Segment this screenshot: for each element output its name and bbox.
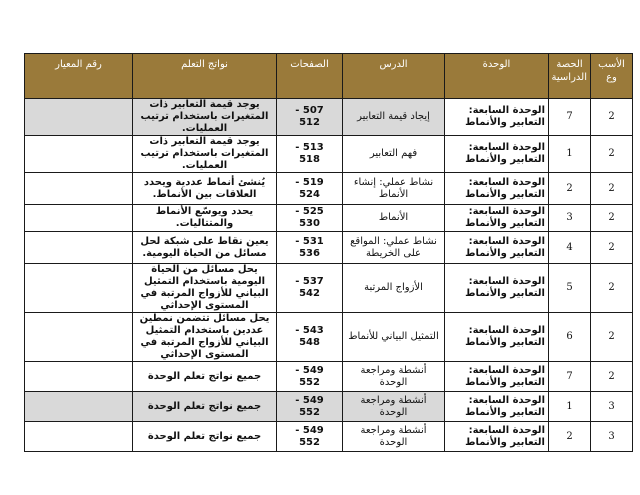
period-cell: 1 bbox=[549, 392, 591, 422]
standard-cell bbox=[25, 136, 133, 173]
pages-start: 537 - bbox=[295, 276, 324, 287]
header-outcomes: نواتج التعلم bbox=[133, 54, 277, 99]
pages-start: 549 - bbox=[295, 364, 324, 376]
outcome-cell: جميع نواتج تعلم الوحدة bbox=[133, 392, 277, 422]
pages-start: 525 - bbox=[295, 206, 324, 217]
outcome-cell: يوجد قيمة التعابير ذات المتغيرات باستخدام ترتيب العمليات. bbox=[133, 99, 277, 136]
lesson-plan-table bbox=[24, 53, 633, 452]
period-cell: 2 bbox=[549, 173, 591, 205]
unit-cell: الوحدة السابعة: التعابير والأنماط bbox=[445, 362, 549, 392]
unit-cell: الوحدة السابعة: التعابير والأنماط bbox=[445, 392, 549, 422]
pages-start: 519 - bbox=[295, 176, 324, 188]
header-standard: رقم المعيار bbox=[25, 54, 133, 99]
period-cell: 6 bbox=[549, 313, 591, 362]
pages-end: 552 bbox=[299, 436, 320, 448]
pages-end: 542 bbox=[299, 288, 320, 299]
pages-start: 507 - bbox=[295, 105, 324, 116]
lesson-cell: نشاط عملي: إنشاء الأنماط bbox=[343, 173, 445, 205]
week-cell: 2 bbox=[591, 173, 633, 205]
pages-start: 549 - bbox=[295, 424, 324, 436]
table-row bbox=[25, 362, 633, 392]
lesson-plan-container bbox=[24, 53, 632, 452]
pages-start: 549 - bbox=[295, 394, 324, 406]
header-period: الحصة الدراسية bbox=[549, 54, 591, 99]
lesson-cell: أنشطة ومراجعة الوحدة bbox=[343, 392, 445, 422]
lesson-cell: فهم التعابير bbox=[343, 136, 445, 173]
pages-cell bbox=[277, 173, 343, 205]
outcome-cell: يوجد قيمة التعابير ذات المتغيرات باستخدام ترتيب العمليات. bbox=[133, 136, 277, 173]
outcome-cell: يُنشئ أنماط عددية ويحدد العلاقات بين الأنماط. bbox=[133, 173, 277, 205]
header-week: الأسب وع bbox=[591, 54, 633, 99]
week-cell: 2 bbox=[591, 264, 633, 313]
lesson-cell: التمثيل البياني للأنماط bbox=[343, 313, 445, 362]
unit-cell: الوحدة السابعة: التعابير والأنماط bbox=[445, 136, 549, 173]
outcome-cell: جميع نواتج تعلم الوحدة bbox=[133, 422, 277, 452]
pages-cell bbox=[277, 264, 343, 313]
header-lesson: الدرس bbox=[343, 54, 445, 99]
week-cell: 2 bbox=[591, 136, 633, 173]
standard-cell bbox=[25, 362, 133, 392]
lesson-cell: أنشطة ومراجعة الوحدة bbox=[343, 362, 445, 392]
pages-end: 512 bbox=[299, 117, 320, 128]
outcome-cell: يعين نقاط على شبكة لحل مسائل من الحياة اليومية. bbox=[133, 232, 277, 264]
unit-cell: الوحدة السابعة: التعابير والأنماط bbox=[445, 232, 549, 264]
table-row bbox=[25, 205, 633, 232]
unit-cell: الوحدة السابعة: التعابير والأنماط bbox=[445, 313, 549, 362]
period-cell: 1 bbox=[549, 136, 591, 173]
header-row bbox=[25, 54, 633, 99]
week-cell: 2 bbox=[591, 232, 633, 264]
outcome-cell: يحل مسائل تتضمن نمطين عددين باستخدام التمثيل البياني للأزواج المرتبة في المستوى الإحداثي bbox=[133, 313, 277, 362]
table-row bbox=[25, 264, 633, 313]
week-cell: 2 bbox=[591, 362, 633, 392]
week-cell: 3 bbox=[591, 392, 633, 422]
lesson-cell: الأزواج المرتبة bbox=[343, 264, 445, 313]
standard-cell bbox=[25, 232, 133, 264]
pages-end: 524 bbox=[299, 188, 320, 200]
unit-cell: الوحدة السابعة: التعابير والأنماط bbox=[445, 422, 549, 452]
standard-cell bbox=[25, 99, 133, 136]
outcome-cell: جميع نواتج تعلم الوحدة bbox=[133, 362, 277, 392]
period-cell: 3 bbox=[549, 205, 591, 232]
lesson-cell: الأنماط bbox=[343, 205, 445, 232]
header-pages: الصفحات bbox=[277, 54, 343, 99]
pages-cell bbox=[277, 136, 343, 173]
table-row bbox=[25, 422, 633, 452]
pages-end: 548 bbox=[299, 337, 320, 348]
standard-cell bbox=[25, 392, 133, 422]
header-unit: الوحدة bbox=[445, 54, 549, 99]
pages-start: 513 - bbox=[295, 142, 324, 153]
unit-cell: الوحدة السابعة: التعابير والأنماط bbox=[445, 173, 549, 205]
period-cell: 5 bbox=[549, 264, 591, 313]
table-row bbox=[25, 232, 633, 264]
unit-cell: الوحدة السابعة: التعابير والأنماط bbox=[445, 264, 549, 313]
pages-cell bbox=[277, 392, 343, 422]
standard-cell bbox=[25, 313, 133, 362]
lesson-cell: أنشطة ومراجعة الوحدة bbox=[343, 422, 445, 452]
pages-cell bbox=[277, 362, 343, 392]
outcome-cell: يحدد ويوسّع الأنماط والمتتاليات. bbox=[133, 205, 277, 232]
period-cell: 4 bbox=[549, 232, 591, 264]
table-row bbox=[25, 136, 633, 173]
unit-cell: الوحدة السابعة: التعابير والأنماط bbox=[445, 99, 549, 136]
pages-cell bbox=[277, 313, 343, 362]
week-cell: 3 bbox=[591, 422, 633, 452]
pages-end: 552 bbox=[299, 376, 320, 388]
pages-end: 518 bbox=[299, 154, 320, 165]
outcome-cell: يحل مسائل من الحياة اليومية باستخدام التمثيل البياني للأزواج المرتبة في المستوى الإحداثي bbox=[133, 264, 277, 313]
lesson-cell: نشاط عملي: المواقع على الخريطة bbox=[343, 232, 445, 264]
unit-cell: الوحدة السابعة: التعابير والأنماط bbox=[445, 205, 549, 232]
pages-end: 530 bbox=[299, 218, 320, 229]
period-cell: 2 bbox=[549, 422, 591, 452]
week-cell: 2 bbox=[591, 205, 633, 232]
pages-cell bbox=[277, 232, 343, 264]
pages-end: 536 bbox=[299, 247, 320, 259]
week-cell: 2 bbox=[591, 99, 633, 136]
table-row bbox=[25, 313, 633, 362]
lesson-cell: إيجاد قيمة التعابير bbox=[343, 99, 445, 136]
table-row bbox=[25, 99, 633, 136]
pages-cell bbox=[277, 422, 343, 452]
table-row bbox=[25, 392, 633, 422]
pages-cell bbox=[277, 99, 343, 136]
period-cell: 7 bbox=[549, 99, 591, 136]
standard-cell bbox=[25, 205, 133, 232]
standard-cell bbox=[25, 264, 133, 313]
period-cell: 7 bbox=[549, 362, 591, 392]
standard-cell bbox=[25, 173, 133, 205]
pages-start: 531 - bbox=[295, 235, 324, 247]
pages-start: 543 - bbox=[295, 325, 324, 336]
pages-cell bbox=[277, 205, 343, 232]
pages-end: 552 bbox=[299, 406, 320, 418]
week-cell: 2 bbox=[591, 313, 633, 362]
table-row bbox=[25, 173, 633, 205]
standard-cell bbox=[25, 422, 133, 452]
